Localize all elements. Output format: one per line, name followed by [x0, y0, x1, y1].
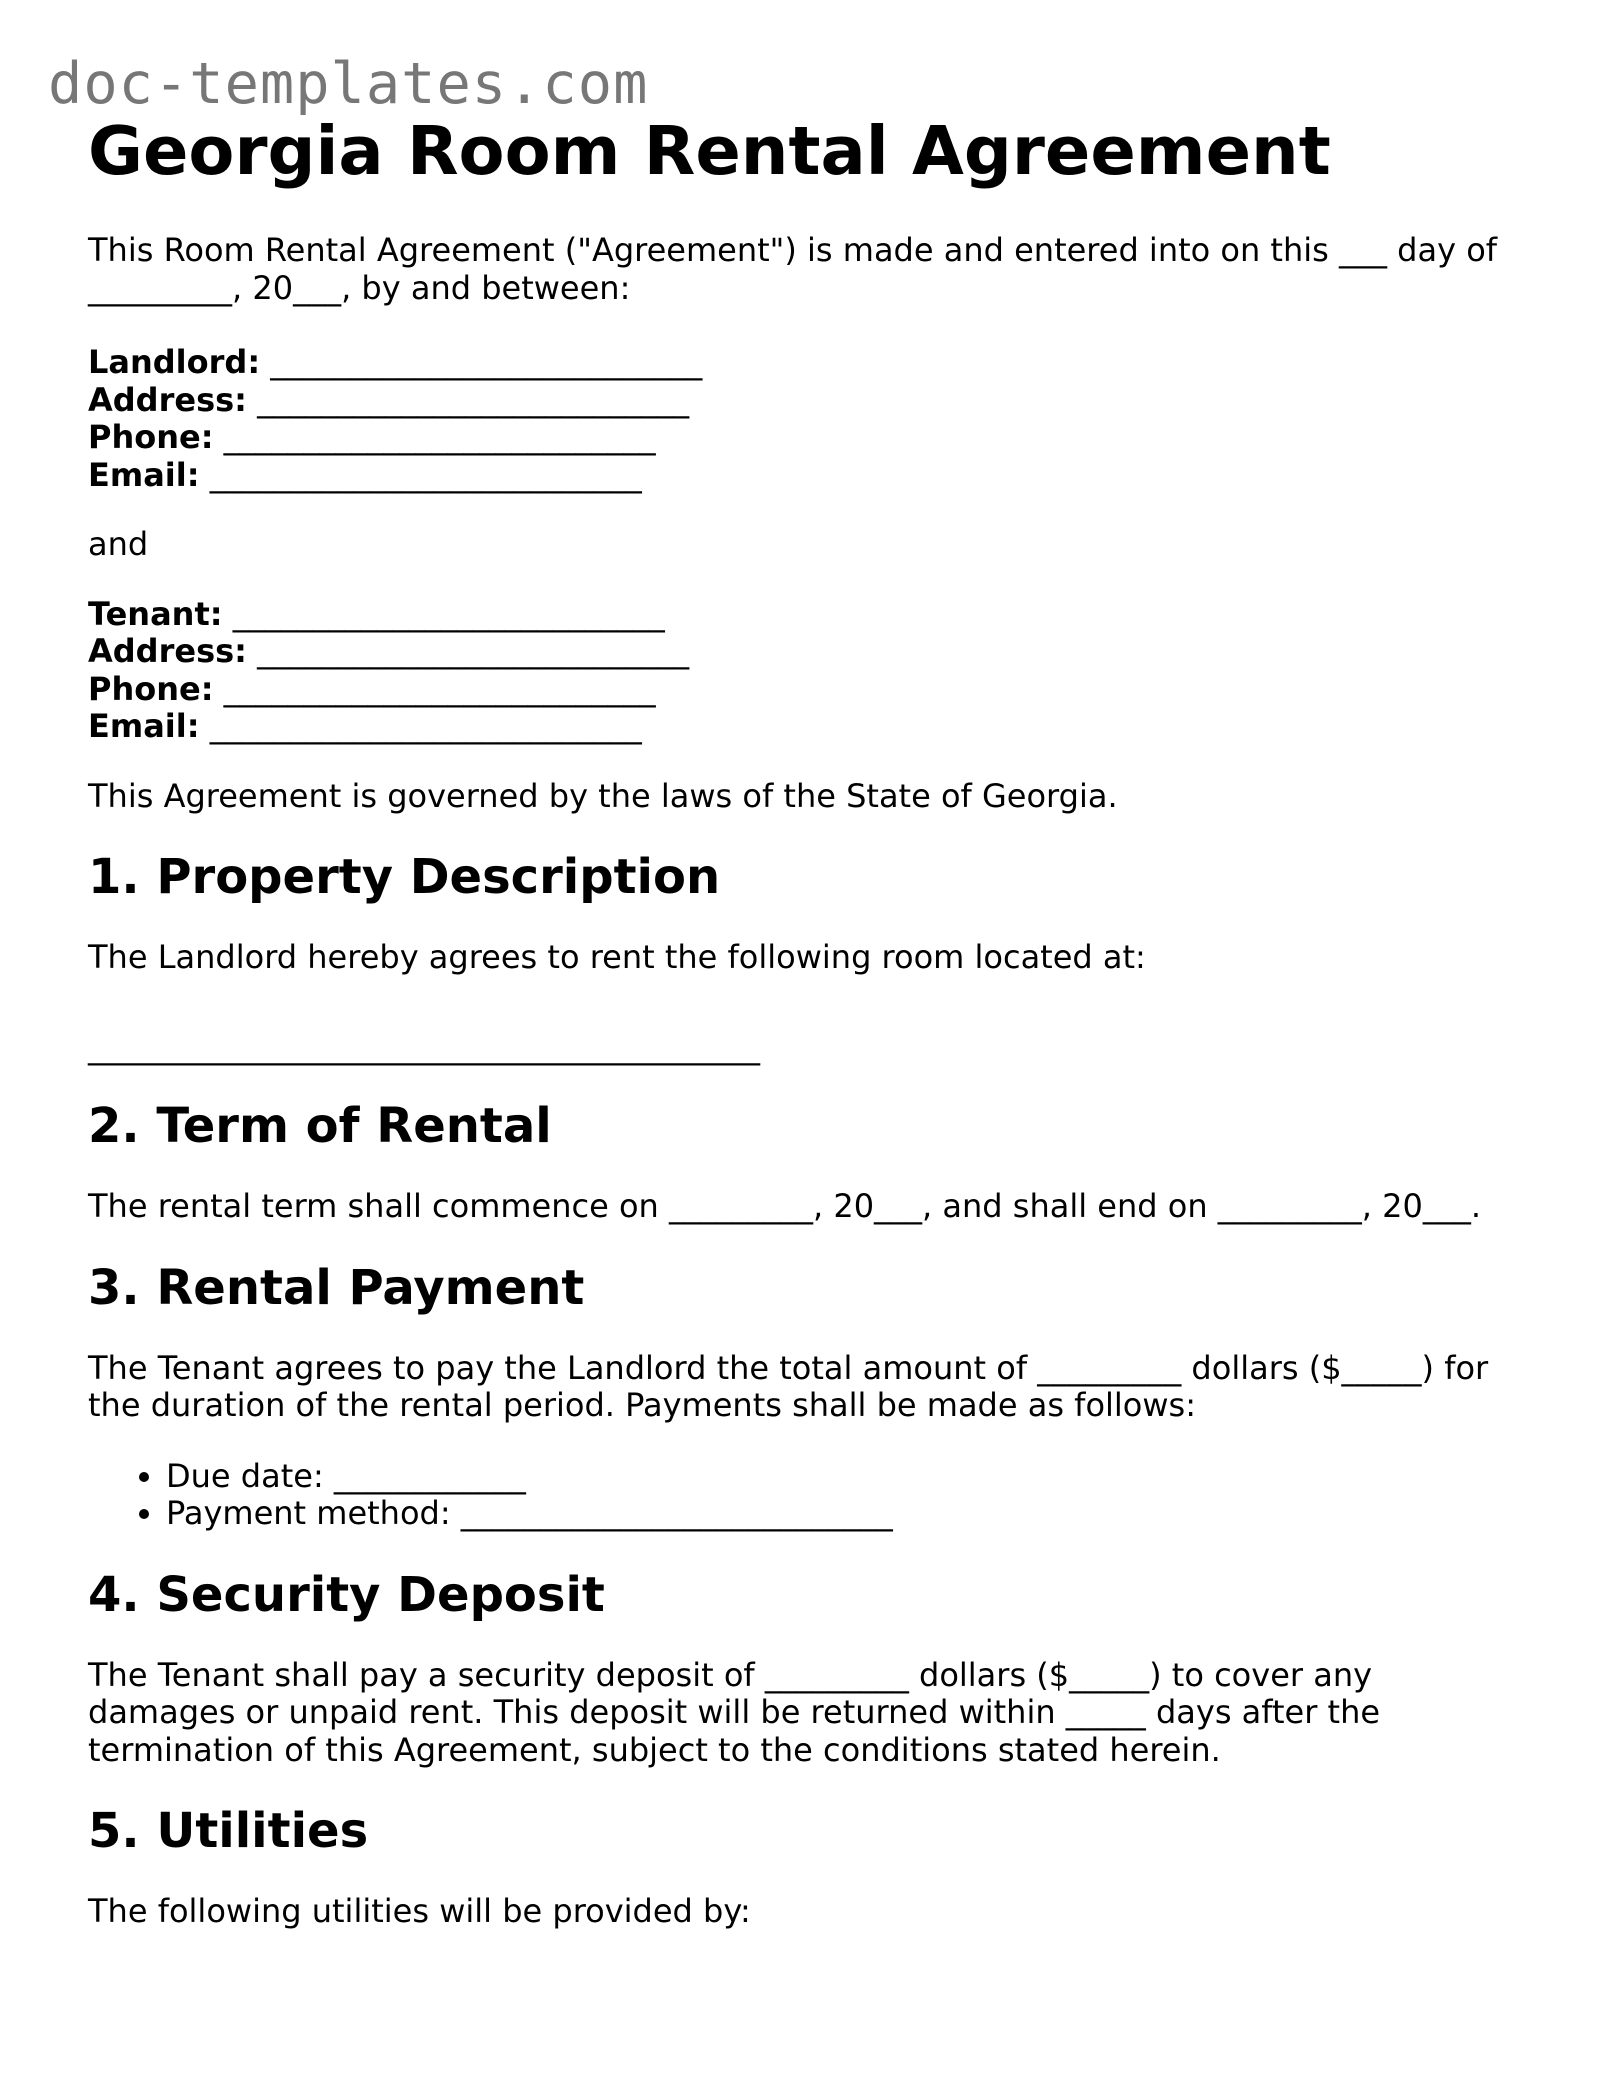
landlord-address-field: Address: ___________________________ [88, 380, 690, 419]
term-text: The rental term shall commence on _________, 20___, and shall end on _________, 20___. [88, 1187, 1481, 1225]
landlord-email-field: Email: ___________________________ [88, 455, 642, 494]
landlord-phone-field: Phone: ___________________________ [88, 418, 656, 456]
deposit-paragraph [88, 1657, 1528, 1770]
section-heading-utilities: 5. Utilities [88, 1803, 369, 1859]
tenant-name-field: Tenant: ___________________________ [88, 594, 665, 633]
document-title: Georgia Room Rental Agreement [88, 112, 1331, 190]
intro-paragraph [88, 232, 1528, 307]
deposit-line-1: The Tenant shall pay a security deposit of _________ dollars ($_____) to cover any [88, 1655, 1373, 1694]
document-page [88, 112, 1528, 1931]
tenant-address-field: Address: ___________________________ [88, 632, 690, 670]
landlord-name-field: Landlord: ___________________________ [88, 343, 703, 381]
property-address-blank: __________________________________________ [88, 1027, 760, 1066]
list-item: • Payment method: ___________________________ [166, 1495, 1528, 1533]
landlord-block [88, 344, 1528, 494]
tenant-block [88, 596, 1528, 746]
deposit-line-2: damages or unpaid rent. This deposit will be returned within _____ days after the [88, 1693, 1381, 1731]
section-heading-deposit: 4. Security Deposit [88, 1566, 605, 1623]
payment-line-1: The Tenant agrees to pay the Landlord the total amount of _________ dollars ($_____) for [88, 1348, 1489, 1387]
deposit-line-3: termination of this Agreement, subject to the conditions stated herein. [88, 1730, 1221, 1769]
tenant-email-field: Email: ___________________________ [88, 707, 642, 745]
section-heading-term: 2. Term of Rental [88, 1098, 552, 1154]
intro-line-1: This Room Rental Agreement ("Agreement") is made and entered into on this ___ day of [88, 231, 1498, 269]
list-item: • Due date: ____________ [166, 1458, 1528, 1496]
watermark: doc-templates.com [48, 51, 649, 117]
payment-terms-list [88, 1458, 1528, 1533]
and-text: and [88, 525, 149, 563]
payment-paragraph [88, 1350, 1528, 1425]
governing-law-text: This Agreement is governed by the laws of the State of Georgia. [88, 776, 1118, 815]
utilities-text: The following utilities will be provided by: [88, 1892, 751, 1930]
property-text: The Landlord hereby agrees to rent the following room located at: [88, 938, 1146, 976]
section-heading-property: 1. Property Description [88, 849, 721, 905]
tenant-phone-field: Phone: ___________________________ [88, 669, 656, 708]
intro-line-2: _________, 20___, by and between: [88, 268, 631, 307]
section-heading-payment: 3. Rental Payment [88, 1259, 585, 1316]
payment-line-2: the duration of the rental period. Payments shall be made as follows: [88, 1386, 1196, 1424]
